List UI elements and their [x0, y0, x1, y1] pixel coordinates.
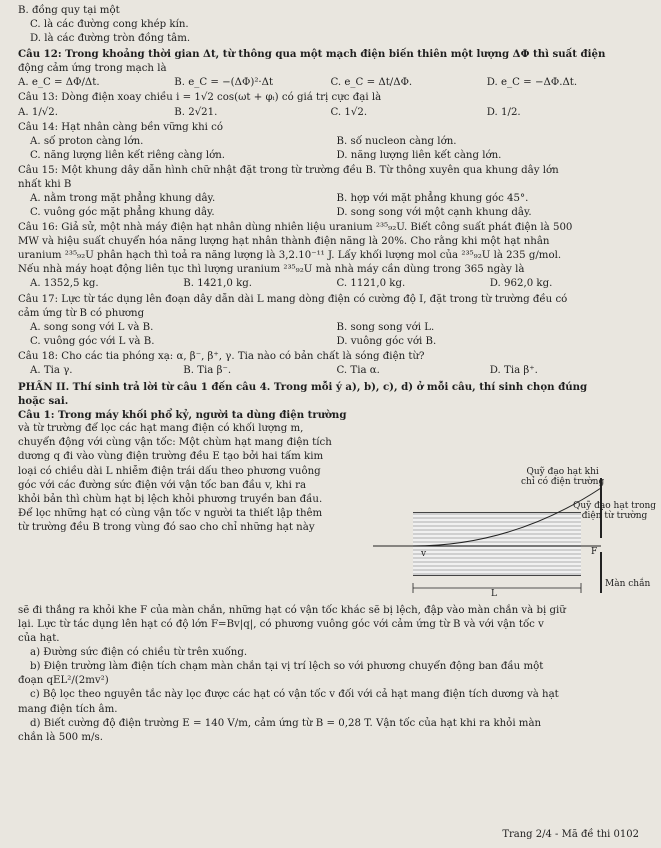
- p2q1-line-7: khỏi bản thì chùm hạt bị lệch khỏi phương truyền ban đầu.: [18, 493, 323, 505]
- q17-line-2: cảm ứng từ B có phương: [18, 307, 145, 319]
- q12-option-d: D. e_C = −ΔΦ.Δt.: [486, 77, 578, 89]
- p2q1-statement-c: c) Bộ lọc theo nguyên tắc này lọc được các hạt có vận tốc v đối với cả hạt mang điện tích dương và hạt: [30, 689, 559, 701]
- label-slit: F: [591, 547, 598, 557]
- p2q1-statement-d: d) Biết cường độ điện trường E = 140 V/m, cảm ứng từ B = 0,28 T. Vận tốc của hạt khi ra khỏi màn: [30, 717, 542, 729]
- q12-option-b: B. e_C = −(ΔΦ)²·Δt: [174, 77, 274, 89]
- part2-q1-continued: [18, 604, 643, 745]
- p2q1-line-8: Để lọc những hạt có cùng vận tốc v người ta thiết lập thêm: [18, 507, 323, 519]
- p2q1-line-6: góc với các đường sức điện với vận tốc ban đầu v, khi ra: [18, 479, 307, 491]
- page-footer: Trang 2/4 - Mã đề thi 0102: [502, 829, 639, 841]
- q16-line-3: uranium ²³⁵₉₂U phân hạch thì toả ra năng lượng là 3,2.10⁻¹¹ J. Lấy khối lượng mol của ²³⁵₉₂U là 235 g/mol.: [18, 250, 562, 262]
- q15-option-d: D. song song với một cạnh khung dây.: [336, 207, 532, 219]
- label-length: L: [491, 589, 497, 599]
- q16-line-2: MW và hiệu suất chuyển hóa năng lượng hạt nhân thành điện năng là 20%. Cho rằng khi một hạt nhân: [18, 236, 550, 248]
- q16-line-1: Câu 16: Giả sử, một nhà máy điện hạt nhân dùng nhiên liệu uranium ²³⁵₉₂U. Biết công suất phát điện là 500: [18, 222, 573, 234]
- p2q1-statement-a: a) Đường sức điện có chiều từ trên xuống.: [30, 647, 248, 659]
- p2q1-statement-b-cont: đoạn qEL²/(2mv²): [18, 675, 109, 687]
- part-2-title-cont: hoặc sai.: [18, 395, 69, 408]
- q12-option-a: A. e_C = ΔΦ/Δt.: [18, 77, 100, 89]
- q15-option-c: C. vuông góc mặt phẳng khung dây.: [30, 207, 215, 219]
- q15-stem: Câu 15: Một khung dây dẫn hình chữ nhật đặt trong từ trường đều B. Từ thông xuyên qua khung dây lớn: [18, 164, 559, 176]
- q16-option-d: D. 962,0 kg.: [489, 278, 553, 290]
- q15-option-a: A. nằm trong mặt phẳng khung dây.: [30, 193, 216, 205]
- label-electric-only: Quỹ đạo hạt khi chỉ có điện trường: [521, 467, 605, 487]
- q11-option-b: B. đồng quy tại một: [18, 5, 120, 16]
- p2q1-line-1: Câu 1: Trong máy khối phổ kỷ, người ta dùng điện trường: [18, 409, 347, 422]
- q17-line-1: Câu 17: Lực từ tác dụng lên đoạn dây dẫn dài L mang dòng điện có cường độ I, đặt trong từ trường đều có: [18, 293, 568, 305]
- q16-option-b: B. 1421,0 kg.: [183, 278, 253, 290]
- q14-stem: Câu 14: Hạt nhân càng bền vững khi có: [18, 121, 223, 133]
- q14-option-a: A. số proton càng lớn.: [30, 135, 144, 147]
- p2q1-line-2: và từ trường để lọc các hạt mang điện có khối lượng m,: [18, 423, 304, 435]
- label-screen: Màn chắn: [605, 579, 651, 589]
- p2q1-line-12: của hạt.: [18, 633, 60, 645]
- q12-option-c: C. e_C = Δt/ΔΦ.: [330, 77, 413, 89]
- q12-stem: Câu 12: Trong khoảng thời gian Δt, từ thông qua một mạch điện biến thiên một lượng ΔΦ thì suất điện: [18, 48, 606, 61]
- q14-option-c: C. năng lượng liên kết riêng càng lớn.: [30, 149, 226, 161]
- q11-option-d: D. là các đường tròn đồng tâm.: [30, 33, 191, 45]
- q17-option-d: D. vuông góc với B.: [336, 335, 437, 347]
- q16-line-4: Nếu nhà máy hoạt động liên tục thì lượng uranium ²³⁵₉₂U mà nhà máy cần dùng trong 365 ngày là: [18, 264, 525, 276]
- q13-option-b: B. 2√21.: [174, 106, 218, 118]
- q18-option-c: C. Tia α.: [336, 364, 380, 376]
- question-17: [18, 293, 643, 349]
- q18-stem: Câu 18: Cho các tia phóng xạ: α, β⁻, β⁺, γ. Tia nào có bản chất là sóng điện từ?: [18, 350, 425, 362]
- q13-option-a: A. 1/√2.: [18, 106, 58, 118]
- q16-option-a: A. 1352,5 kg.: [30, 278, 99, 290]
- q17-option-b: B. song song với L.: [336, 321, 435, 333]
- q13-stem: Câu 13: Dòng điện xoay chiều i = 1√2 cos(ωt + φᵢ) có giá trị cực đại là: [18, 92, 382, 104]
- part-2-title: PHẦN II. Thí sinh trả lời từ câu 1 đến câu 4. Trong mỗi ý a), b), c), d) ở mỗi câu, thí sinh chọn đúng: [18, 381, 588, 394]
- q14-option-d: D. năng lượng liên kết càng lớn.: [336, 149, 502, 161]
- question-18: [18, 350, 643, 378]
- q12-stem-cont: động cảm ứng trong mạch là: [18, 63, 167, 75]
- label-velocity: v: [421, 549, 427, 559]
- question-16: [18, 221, 643, 291]
- label-em-field: Quỹ đạo hạt trong điện từ trường: [573, 501, 657, 521]
- p2q1-statement-c-cont: mang điện tích âm.: [18, 703, 118, 715]
- q15-option-b: B. hợp với mặt phẳng khung góc 45°.: [336, 193, 529, 205]
- q18-option-b: B. Tia β⁻.: [183, 364, 232, 376]
- question-12: [18, 47, 643, 90]
- q18-option-a: A. Tia γ.: [30, 364, 73, 376]
- q16-option-c: C. 1121,0 kg.: [336, 278, 406, 290]
- q17-option-c: C. vuông góc với L và B.: [30, 335, 155, 347]
- p2q1-line-11: lại. Lực từ tác dụng lên hạt có độ lớn F=Bv|q|, có phương vuông góc với cảm ứng từ B và với vận tốc v: [18, 619, 544, 631]
- p2q1-line-4: dương q đi vào vùng điện trường đều E tạo bởi hai tấm kim: [18, 451, 324, 463]
- p2q1-line-9: từ trường đều B trong vùng đó sao cho chỉ những hạt này: [18, 521, 315, 533]
- q15-stem-cont: nhất khi B: [18, 178, 72, 190]
- question-14: [18, 121, 643, 163]
- p2q1-statement-d-cont: chắn là 500 m/s.: [18, 731, 103, 743]
- p2q1-line-5: loại có chiều dài L nhiễm điện trái dấu theo phương vuông: [18, 465, 321, 477]
- q14-option-b: B. số nucleon càng lớn.: [336, 135, 457, 147]
- question-15: [18, 164, 643, 220]
- p2q1-statement-b: b) Điện trường làm điện tích chạm màn chắn tại vị trí lệch so với phương chuyển động ban đầu một: [30, 661, 544, 673]
- q13-option-d: D. 1/2.: [486, 106, 521, 118]
- p2q1-line-10: sẽ đi thẳng ra khỏi khe F của màn chắn, những hạt có vận tốc khác sẽ bị lệch, đập vào màn chắn và bị giữ: [18, 605, 566, 616]
- question-13: [18, 91, 643, 119]
- q13-option-c: C. 1√2.: [330, 106, 368, 118]
- q17-option-a: A. song song với L và B.: [30, 321, 154, 333]
- q11-option-c: C. là các đường cong khép kín.: [30, 19, 189, 31]
- q18-option-d: D. Tia β⁺.: [489, 364, 538, 376]
- p2q1-line-3: chuyển động với cùng vận tốc: Một chùm hạt mang điện tích: [18, 437, 332, 449]
- mass-spectrometer-diagram: [373, 467, 657, 603]
